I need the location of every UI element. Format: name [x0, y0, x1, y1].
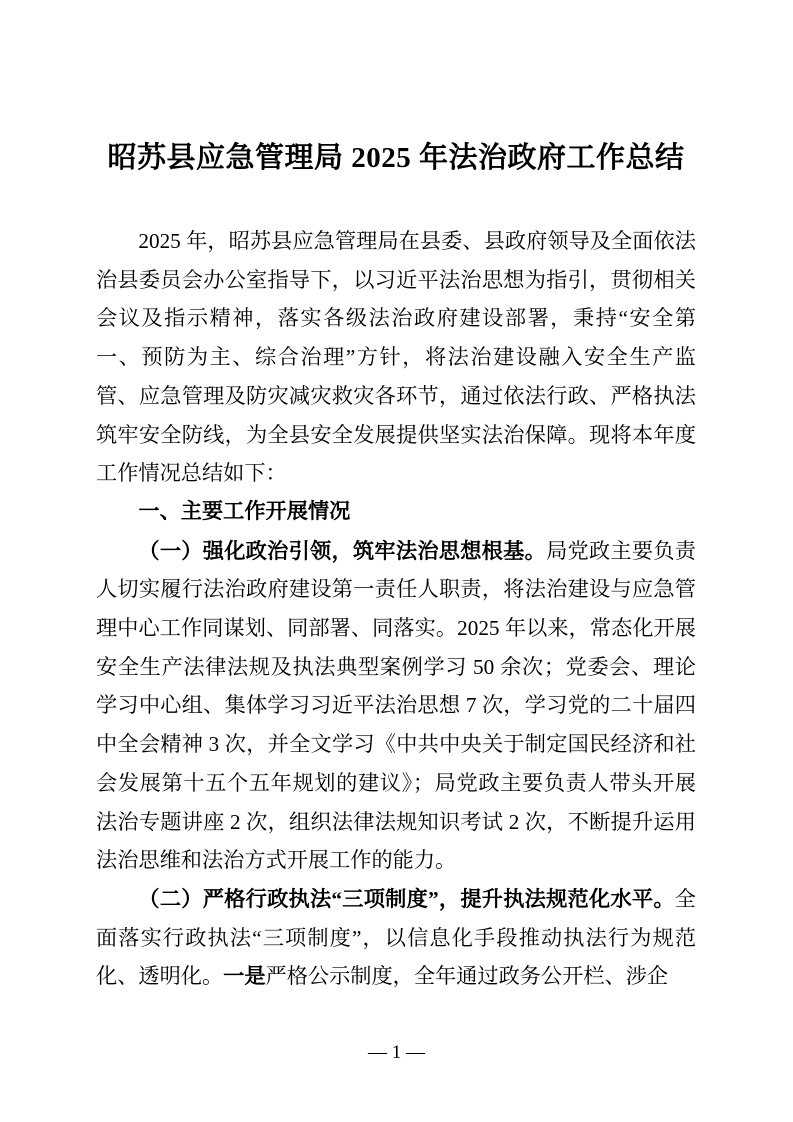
intro-paragraph: 2025 年，昭苏县应急管理局在县委、县政府领导及全面依法治县委员会办公室指导下，以习近平法治思想为指引，贯彻相关会议及指示精神，落实各级法治政府建设部署，秉持“安全第一、预防为主、综合治理”方针，将法治建设融入安全生产监管、应急管理及防灾减灾救灾各环节，通过依法行政、严格执法筑牢安全防线，为全县安全发展提供坚实法治保障。现将本年度工作情况总结如下： — [96, 229, 696, 486]
subsection-1-paragraph — [96, 532, 696, 880]
subsection-2-lead: （二）严格行政执法“三项制度”，提升执法规范化水平。 — [138, 886, 675, 911]
page-number: — 1 — — [368, 1042, 425, 1063]
subsection-2-text-after: 严格公示制度，全年通过政务公开栏、涉企 — [265, 964, 669, 989]
subsection-2-paragraph — [96, 880, 696, 996]
subsection-2-emphasis: 一是 — [223, 964, 266, 989]
subsection-1-lead: （一）强化政治引领，筑牢法治思想根基。 — [138, 538, 547, 563]
subsection-2-text-before: 全面落实行政执法“三项制度”，以信息化手段推动执法行为规范化、透明化。 — [96, 886, 696, 989]
subsection-1-text: 局党政主要负责人切实履行法治政府建设第一责任人职责，将法治建设与应急管理中心工作同谋划、同部署、同落实。2025 年以来，常态化开展安全生产法律法规及执法典型案例学习 50 余次；党委会、理论学习中心组、集体学习习近平法治思想 7 次，学习党的二十届四中全会精神 3 次，并全文学习《中共中央关于制定国民经济和社会发展第十五个五年规划的建议》；局党政主要负责人带头开展法治专题讲座 2 次，组织法律法规知识考试 2 次，不断提升运用法治思维和法治方式开展工作的能力。 — [96, 538, 696, 873]
document-title: 昭苏县应急管理局 2025 年法治政府工作总结 — [107, 142, 685, 174]
section-1-heading: 一、主要工作开展情况 — [138, 499, 351, 523]
